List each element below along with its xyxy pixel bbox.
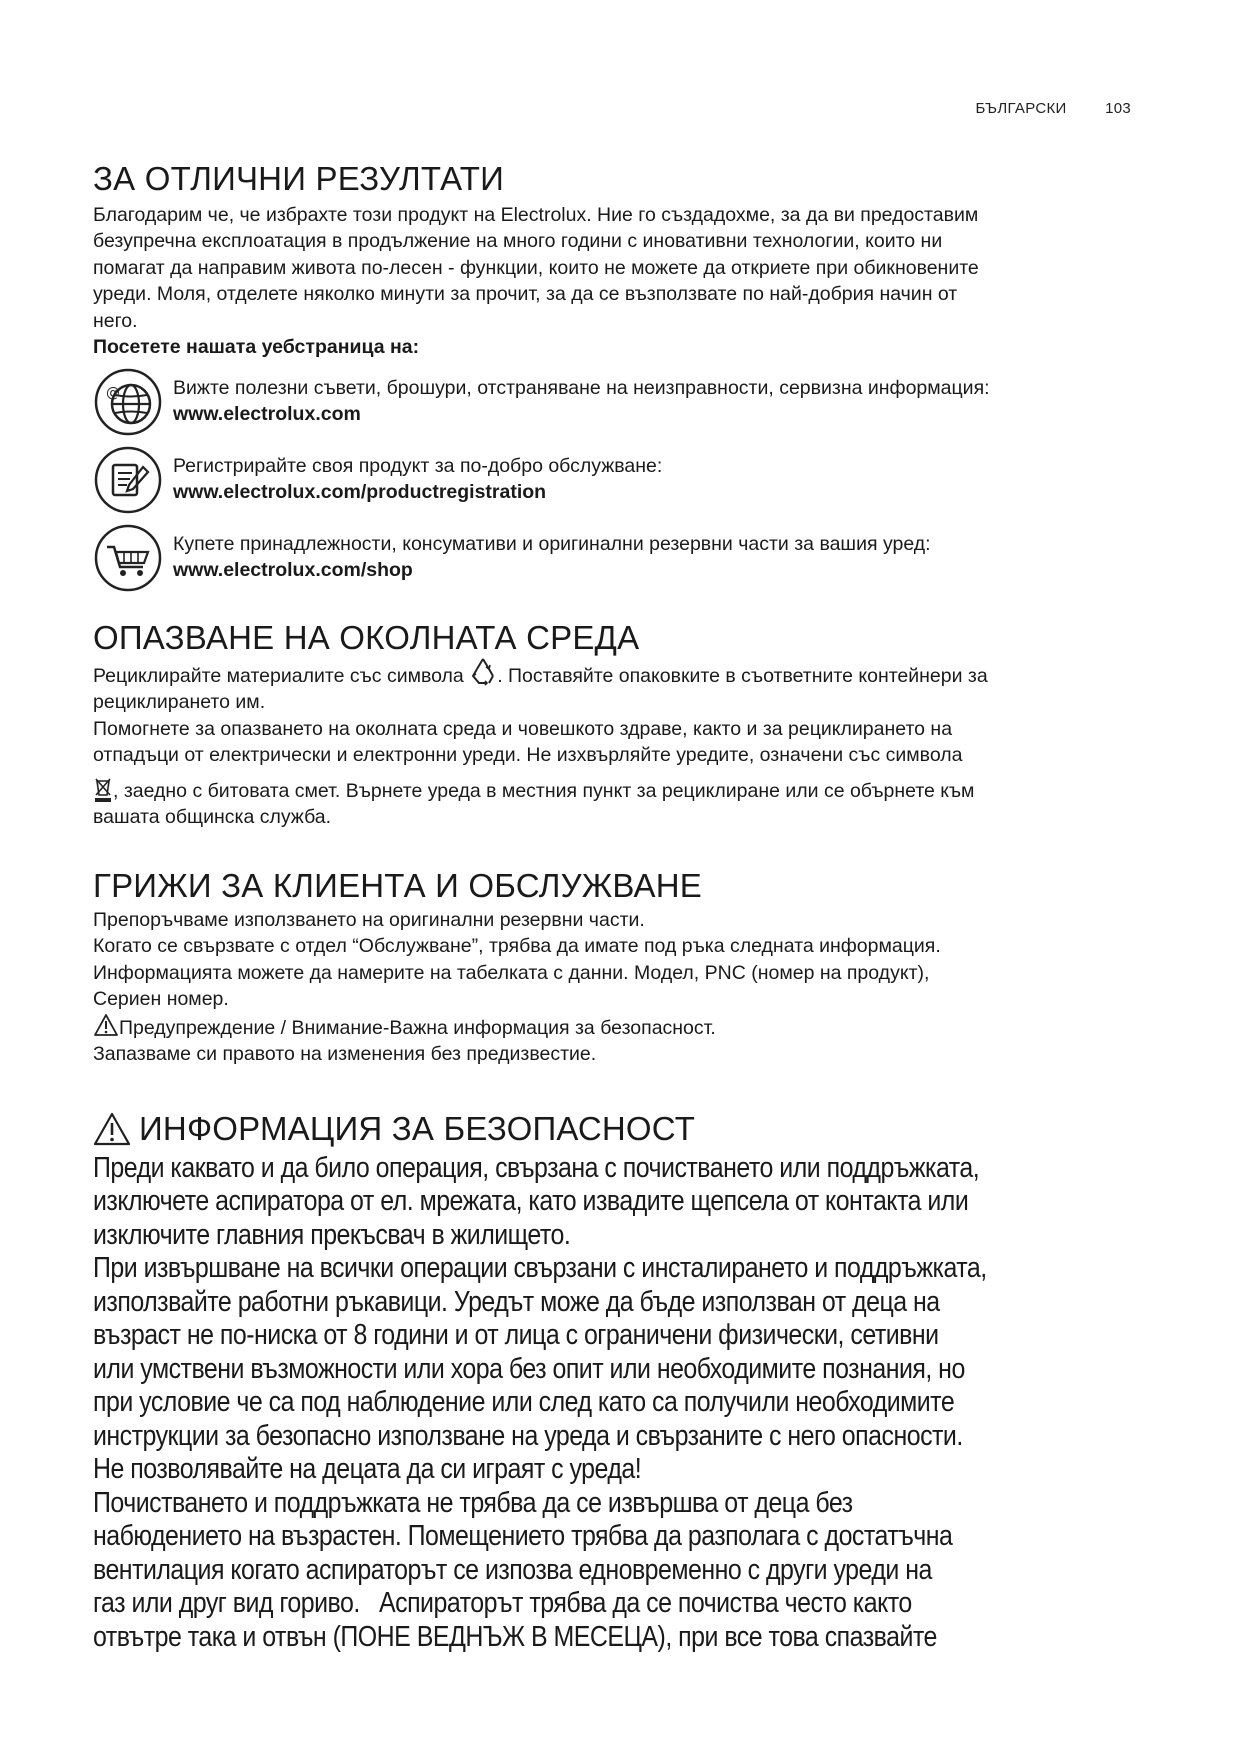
registration-icon bbox=[93, 445, 163, 515]
safety-line: Не позволявайте на децата да си играят с уреда! bbox=[93, 1453, 642, 1486]
link-row-shop bbox=[93, 525, 1133, 593]
registration-link[interactable]: www.electrolux.com/productregistration bbox=[173, 481, 547, 504]
page-header bbox=[976, 100, 1131, 117]
safety-line: възраст не по-ниска от 8 години и от лица с ограничени физически, сетивни bbox=[93, 1319, 939, 1352]
intro-line: безупречна експлоатация в продължение на много години с иновативни технологии, които ни bbox=[93, 230, 943, 253]
environment-line: вашата общинска служба. bbox=[93, 806, 332, 829]
safety-line: използвайте работни ръкавици. Уредът може да бъде използван от деца на bbox=[93, 1285, 940, 1318]
language-label: БЪЛГАРСКИ bbox=[975, 100, 1067, 117]
environment-title: ОПАЗВАНЕ НА ОКОЛНАТА СРЕДА bbox=[93, 618, 640, 656]
environment-text: . Поставяйте опаковките в съответните контейнери за bbox=[497, 664, 988, 687]
environment-line bbox=[93, 663, 1133, 690]
environment-section bbox=[93, 619, 1133, 831]
safety-heading bbox=[93, 1110, 1133, 1148]
safety-line: изключите главния прекъсвач в жилището. bbox=[93, 1218, 571, 1251]
warning-icon bbox=[93, 1013, 119, 1037]
shop-link[interactable]: www.electrolux.com/shop bbox=[173, 559, 413, 582]
link-description: Купете принадлежности, консумативи и оригинални резервни части за вашия уред: bbox=[173, 532, 931, 555]
recycle-icon bbox=[469, 656, 497, 686]
care-line: Запазваме си правото на изменения без предизвестие. bbox=[93, 1043, 597, 1066]
environment-line bbox=[93, 775, 1133, 805]
results-section bbox=[93, 160, 1133, 593]
safety-title: ИНФОРМАЦИЯ ЗА БЕЗОПАСНОСТ bbox=[139, 1109, 696, 1147]
intro-line: него. bbox=[93, 309, 138, 332]
safety-line: отвътре така и отвън (ПОНЕ ВЕДНЪЖ В МЕСЕЦА), при все това спазвайте bbox=[93, 1620, 937, 1653]
intro-line: помагат да направим живота по-лесен - функции, които не можете да откриете при обикновените bbox=[93, 256, 979, 279]
care-line: Сериен номер. bbox=[93, 988, 229, 1011]
care-line: Когато се свързвате с отдел “Обслужване”, трябва да имате под ръка следната информация. bbox=[93, 935, 941, 958]
link-row-registration bbox=[93, 447, 1133, 515]
intro-line: Благодарим че, че избрахте този продукт на Electrolux. Ние го създадохме, за да ви предоставим bbox=[93, 203, 979, 226]
weee-bin-icon bbox=[93, 775, 113, 803]
care-line: Препоръчваме използването на оригинални резервни части. bbox=[93, 908, 645, 931]
safety-line: При извършване на всички операции свързани с инсталирането и поддръжката, bbox=[93, 1252, 987, 1285]
safety-text bbox=[93, 1152, 1151, 1655]
safety-line: инструкции за безопасно използване на уреда и свързаните с него опасности. bbox=[93, 1419, 963, 1452]
safety-line: Преди каквато и да било операция, свързана с почистването или поддръжката, bbox=[93, 1151, 980, 1184]
safety-line: газ или друг вид гориво. Аспираторът трябва да се почиства често както bbox=[93, 1587, 912, 1620]
safety-section bbox=[93, 1110, 1133, 1654]
safety-line: набюдението на възрастен. Помещението трябва да разполага с достатъчна bbox=[93, 1520, 953, 1553]
svg-text:@: @ bbox=[106, 384, 120, 401]
warning-text: Предупреждение / Внимание-Важна информация за безопасност. bbox=[119, 1016, 716, 1039]
link-description: Регистрирайте своя продукт за по-добро обслужване: bbox=[173, 454, 663, 477]
care-line bbox=[93, 1013, 1133, 1042]
warning-icon bbox=[93, 1112, 131, 1146]
environment-line: отпадъци от електрически и електронни уреди. Не изхвърляйте уредите, означени със символа bbox=[93, 744, 963, 767]
care-line: Информацията можете да намерите на табелката с данни. Модел, PNC (номер на продукт), bbox=[93, 961, 930, 984]
safety-line: изключете аспиратора от ел. мрежата, като извадите щепсела от контакта или bbox=[93, 1185, 969, 1218]
safety-line: Почистването и поддръжката не трябва да се извършва от деца без bbox=[93, 1486, 853, 1519]
link-row-info bbox=[93, 369, 1133, 437]
safety-line: вентилация когато аспираторът се изпозва едновременно с други уреди на bbox=[93, 1553, 932, 1586]
safety-line: при условие че са под наблюдение или след като са получили необходимите bbox=[93, 1386, 955, 1419]
safety-line: или умствени възможности или хора без опит или необходимите познания, но bbox=[93, 1352, 965, 1385]
environment-text: Рециклирайте материалите със символа bbox=[93, 664, 470, 687]
intro-line: уреди. Моля, отделете няколко минути за прочит, за да се възползвате по най-добрия начин от bbox=[93, 283, 958, 306]
results-title: ЗА ОТЛИЧНИ РЕЗУЛТАТИ bbox=[93, 160, 505, 197]
electrolux-link[interactable]: www.electrolux.com bbox=[173, 403, 361, 426]
environment-text: , заедно с битовата смет. Върнете уреда в местния пункт за рециклиране или се обърнете към bbox=[113, 779, 975, 802]
customer-care-title: ГРИЖИ ЗА КЛИЕНТА И ОБСЛУЖВАНЕ bbox=[93, 866, 702, 904]
customer-care-section bbox=[93, 867, 1133, 1068]
visit-label: Посетете нашата уебстраница на: bbox=[93, 336, 420, 359]
globe-icon bbox=[93, 367, 163, 437]
link-description: Вижте полезни съвети, брошури, отстраняване на неизправности, сервизна информация: bbox=[173, 376, 990, 399]
page-number: 103 bbox=[1105, 100, 1131, 117]
document-body bbox=[93, 160, 1133, 1654]
environment-line: рециклирането им. bbox=[93, 691, 266, 714]
environment-line: Помогнете за опазването на околната среда и човешкото здраве, както и за рециклирането на bbox=[93, 717, 953, 740]
shopping-cart-icon bbox=[93, 523, 163, 593]
